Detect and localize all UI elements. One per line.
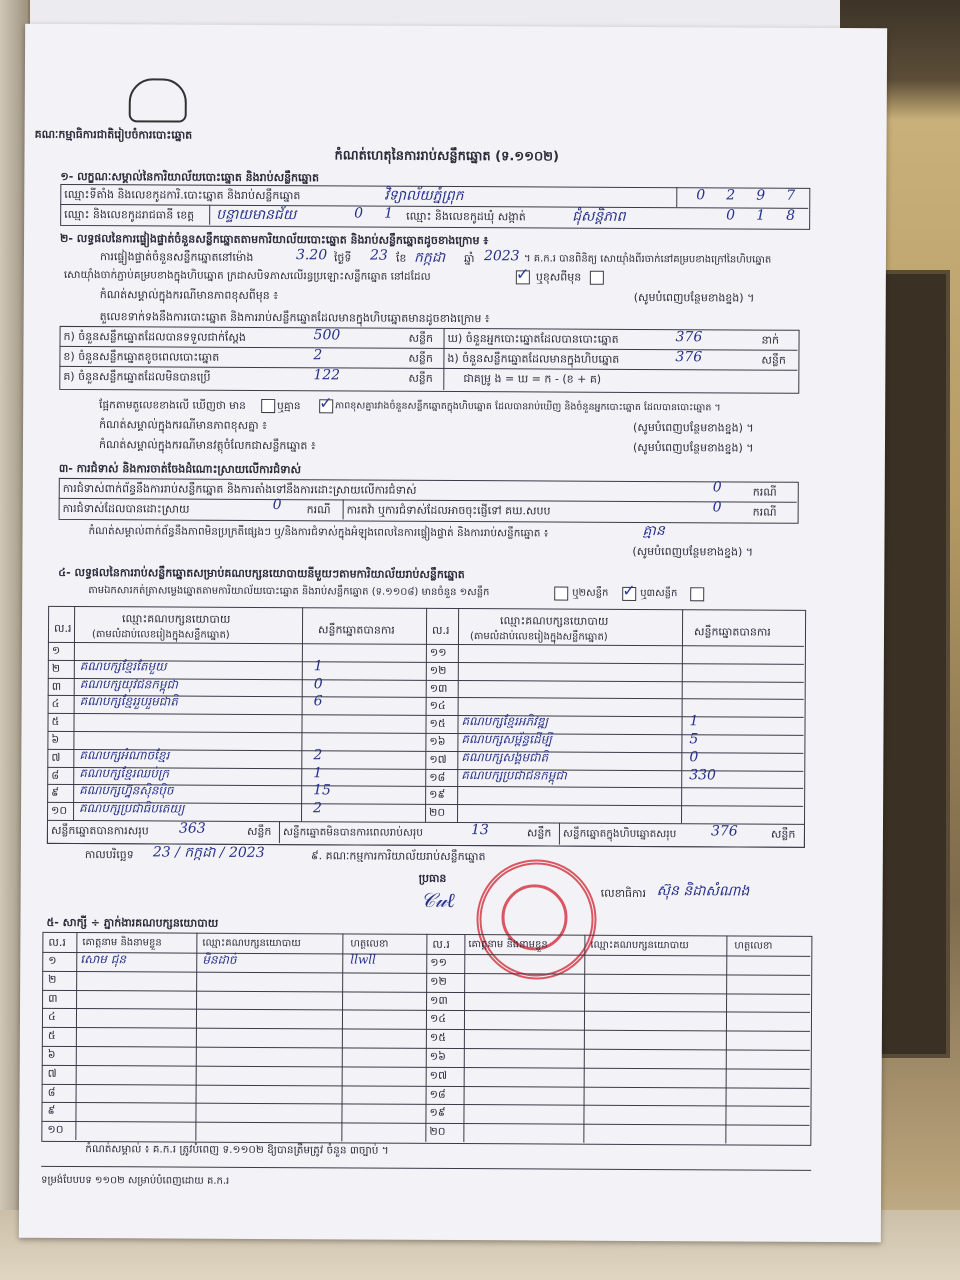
verify-day: 23 [369,247,388,264]
result-row-votes: 330 [689,766,717,783]
result-row-party: គណបក្សខ្មែររួបរួមជាតិ [79,694,178,709]
witness-row-number: ៨ [47,1085,56,1099]
result-row-number: ៨ [51,768,60,782]
result-row-number: ២០ [429,806,446,820]
province-code-1: 0 [354,205,364,222]
forwarded-value: 0 [712,499,722,516]
result-row-number: ៧ [51,750,61,764]
location-label: ឈ្មោះទីតាំង និងលេខកូដការិ.បោះឆ្នោត និងរាប់សន្លឹកឆ្នោត [64,187,301,203]
verify-time-label: ការផ្ទៀងផ្ទាត់ចំនួនសន្លឹកឆ្នោតនៅម៉ោង [99,250,254,264]
three-sheets-checkbox [690,587,704,601]
result-row-party: គណបក្សអំណាចខ្មែរ [79,747,170,763]
one-sheet-checkbox [554,587,568,601]
verify-year: 2023 [483,248,520,265]
location-value: វិទ្យាល័យភ្នំព្រុក [384,187,464,205]
result-row-votes: 15 [313,782,332,799]
committee-name: គណៈកម្មាធិការជាតិរៀបចំការបោះឆ្នោត [34,127,193,142]
location-code-3: 9 [756,187,766,204]
result-row-votes: 0 [689,749,699,766]
location-code-2: 2 [726,187,736,204]
section3-heading: ៣- ការជំទាស់ និងការចាត់ចែងដំណោះស្រាយលើការជំទាស់ [58,461,302,477]
witness-row-number: ១៨ [429,1087,446,1101]
witness-row-number: ៩ [47,1104,56,1118]
location-code-4: 7 [786,187,796,204]
witness-row-number: ១៧ [429,1068,448,1082]
witness-row-number: ១២ [430,974,447,988]
ballots-in-box-value: 376 [675,349,703,366]
witness-row-number: ៣ [48,991,58,1005]
check-mark-icon: ✓ [515,264,530,284]
location-code-1: 0 [696,187,706,204]
check-mark-icon: ✓ [622,580,636,600]
result-row-number: ១៦ [429,734,446,748]
result-row-party: គណបក្សហ្វ៊ុនស៊ិនប៉ិច [79,783,174,798]
result-row-number: ១០ [51,804,68,818]
received-label: ក) ចំនួនសន្លឹកឆ្នោតដែលបានទទួលជាក់ស្តែង [63,329,246,344]
result-row-votes: 1 [689,713,699,730]
result-row-votes: 2 [313,800,323,817]
footer-note: កំណត់សម្គាល់ ៖ គ.ក.រ ត្រូវបំពេញ ទ.១១០២ ឱ្យបានត្រឹមត្រូវ ចំនួន ៣ច្បាប់ ។ [85,1143,389,1157]
result-row-party: គណបក្សប្រជាធិបតេយ្យ [79,801,185,816]
chief-label: ប្រធាន [418,871,447,885]
result-row-party: គណបក្សខ្មែរអភិវឌ្ឍ [461,714,549,729]
witness-row-number: ១៦ [429,1049,446,1063]
result-row-number: ១១ [429,645,447,659]
resolved-value: 0 [272,497,282,514]
result-row-number: ១៣ [429,681,448,695]
witness-row-number: ៦ [47,1047,56,1061]
form-title: កំណត់ហេតុនៃការរាប់សន្លឹកឆ្នោត (ទ.១១០២) [334,148,560,165]
section1-heading: ១- លក្ខណៈសម្គាល់នៃការិយាល័យបោះឆ្នោត និងរាប់សន្លឹកឆ្នោត [60,169,320,185]
result-row-votes: 1 [313,658,323,675]
verify-month: កក្កដា [413,249,446,266]
section2-heading: ២- លទ្ធផលនៃការផ្ទៀងផ្ទាត់ចំនួនសន្លឹកឆ្នោតតាមការិយាល័យបោះឆ្នោត និងរាប់សន្លឹកឆ្នោតដូចខាងក្រោម ៖ [60,231,489,248]
witness-row-number: ២ [48,972,57,986]
has-discrepancy-checkbox [261,399,275,413]
total-invalid-value: 13 [470,822,489,839]
section4-heading: ៤- លទ្ធផលនៃការរាប់សន្លឹកឆ្នោតសម្រាប់គណបក្សនយោបាយនីមួយៗតាមការិយាល័យរាប់សន្លឹកឆ្នោត [58,565,465,582]
result-row-votes: 0 [313,675,323,692]
result-row-number: ១៥ [429,717,446,731]
witness-row-number: ២០ [429,1125,446,1139]
result-row-number: ២ [51,661,61,675]
result-row-votes: 2 [313,747,323,764]
commune-code-2: 1 [756,207,766,224]
result-row-number: ១៤ [429,699,446,713]
result-row-number: ៥ [51,715,60,729]
result-row-votes: 6 [313,693,323,710]
witness-row-number: ៥ [47,1029,56,1043]
commune-code-3: 8 [786,207,796,224]
unused-value: 122 [313,367,341,384]
emblem-icon [129,78,187,122]
province-value: បន្ទាយមានជ័យ [216,206,297,224]
witness-row-number: ១៣ [430,993,448,1007]
voters-label: ឃ) ចំនួនអ្នកបោះឆ្នោតដែលបានបោះឆ្នោត [447,331,619,346]
seal-check-line: សោយ៉ាំងចាក់ភ្ជាប់គម្របខាងក្នុងហិបឆ្នោត ក្រដាសបិទភាសលើរន្ធប្រឡោះសន្លឹកឆ្នោត នៅដដែល [63,268,431,283]
witness-row-number: ១៩ [429,1106,446,1120]
secretary-name: ស៊ុន និដាសំណាង [656,883,750,900]
result-row-votes: 1 [313,764,323,781]
result-row-number: ១៨ [429,770,446,784]
witness-row-number: ១០ [47,1123,64,1137]
province-code-2: 1 [384,205,394,222]
result-row-number: ៦ [51,732,60,746]
witness-row-number: ១៥ [429,1031,447,1045]
total-box-value: 376 [710,823,738,840]
received-value: 500 [313,327,341,344]
province-label: ឈ្មោះ និងលេខកូដរាជធានី ខេត្ត [64,207,195,222]
witness-row-signature: llwll [350,952,376,967]
result-row-number: ១២ [429,663,447,677]
check-mark-icon: ✓ [319,393,333,413]
result-row-number: ៩ [51,786,59,800]
section5-heading: ៥- សាក្សី ÷ ភ្នាក់ងារគណបក្សនយោបាយ [46,915,219,930]
result-row-party: គណបក្សខ្មែរឈប់ក្រ [79,765,170,781]
result-row-party: គណបក្សសម្ព័ន្ធដើម្បី [461,732,552,747]
irregularity-note: គ្មាន [642,522,665,540]
formula: ជាគម្រូ ង = ឃ = ក - (ខ + គ) [463,372,602,386]
changed-checkbox [590,271,604,285]
result-row-number: ៤ [51,697,60,711]
form-code: ទម្រង់បែបបទ ១១០២ សម្រាប់បំពេញដោយ គ.ក.រ [41,1174,230,1187]
signing-date: 23 / កក្កដា / 2023 [152,844,265,862]
result-row-party: គណបក្សប្រជាជនកម្ពុជា [461,767,567,783]
ballot-count-form: គណៈកម្មាធិការជាតិរៀបចំការបោះឆ្នោត កំណត់ហេតុនៃការរាប់សន្លឹកឆ្នោត (ទ.១១០២) ១- លក្ខណៈសម្គាល់នៃការិយាល័យបោះឆ្នោត និងរាប់សន្លឹកឆ្នោត ឈ្មោះទីតាំង និងលេខកូដការិ.បោះឆ្នោត និងរាប់សន្លឹកឆ្នោត វិទ្យាល័យភ្នំព្រុក 0 2 9 7 ឈ្មោះ និងលេខកូដរាជធានី ខេត្ត បន្ទាយមានជ័យ 0 1 ឈ្មោះ និងលេខកូដឃុំ សង្កាត់ ជុំសន្តិភាព 0 1 8 ២- លទ្ធផលនៃការផ្ទៀងផ្ទាត់ចំនួនសន្លឹកឆ្នោតតាមការិយាល័យបោះឆ្នោត និងរាប់សន្លឹកឆ្នោតដូចខាងក្រោម ៖ ការផ្ទៀងផ្ទាត់ចំនួនសន្លឹកឆ្នោតនៅម៉ោង 3.20 ថ្ងៃទី 23 ខែ កក្កដា ឆ្នាំ 2023 ។ គ.ក.រ បានពិនិត្យ សោយ៉ាំងពីរចាក់នៅគម្របខាងក្រៅនៃហិបឆ្នោត សោយ៉ាំងចាក់ភ្ជាប់គម្របខាងក្នុងហិបឆ្នោត ក្រដាសបិទភាសលើរន្ធប្រឡោះសន្លឹកឆ្នោត នៅដដែល ✓ ឬខុសពីមុន កំណត់សម្គាល់ក្នុងករណីមានភាពខុសពីមុន ៖ (សូមបំពេញបន្ថែមខាងខ្នង) ។ តួលេខទាក់ទងនឹងការបោះឆ្នោត និងការរាប់សន្លឹកឆ្នោតដែលមានក្នុងហិបឆ្នោតមានដូចខាងក្រោម ៖ ក) ចំនួនសន្លឹកឆ្នោតដែលបានទទួលជាក់ស្តែង 500 សន្លឹក ខ) ចំនួនសន្លឹកឆ្នោតខូចពេលបោះឆ្នោត 2 សន្លឹក គ) ចំនួនសន្លឹកឆ្នោតដែលមិនបានប្រើ 122 សន្លឹក ឃ) ចំនួនអ្នកបោះឆ្នោតដែលបានបោះឆ្នោត 376 នាក់ ង) ចំនួនសន្លឹកឆ្នោតដែលមានក្នុងហិបឆ្នោត 376 សន្លឹក ជាគម្រូ ង = ឃ = ក - (ខ + គ) ផ្អែកតាមតួលេខខាងលើ ឃើញថា មាន ឬគ្មាន ✓ ភាពខុសគ្នារវាងចំនួនសន្លឹកឆ្នោតក្នុងហិបឆ្នោត ដែលបានរាប់ឃើញ និងចំនួនអ្នកបោះឆ្នោត ដែលបានបោះឆ្នោត ។ កំណត់សម្គាល់ក្នុងករណីមានភាពខុសគ្នា ៖ (សូមបំពេញបន្ថែមខាងខ្នង) ។ កំណត់សម្គាល់ក្នុងករណីមានវត្ថុចំលែកជាសន្លឹកឆ្នោត ៖ (សូមបំពេញបន្ថែមខាងខ្នង) ។ ៣- ការជំទាស់ និងការចាត់ចែងដំណោះស្រាយលើការជំទាស់ ការជំទាស់ពាក់ព័ន្ធនឹងការរាប់សន្លឹកឆ្នោត និងការតាំងទៅនឹងការដោះស្រាយលើការជំទាស់ 0 ករណី ការជំទាស់ដែលបានដោះស្រាយ 0 ករណី ការតវ៉ា ឬការជំទាស់ដែលអាចចុះផ្ញើទៅ គឃ.សបប 0 ករណី កំណត់សម្គាល់ពាក់ព័ន្ធនឹងភាពមិនប្រក្រតីផ្សេងៗ ឬ/និងការជំទាស់ក្នុងអំឡុងពេលនៃការផ្ទៀងផ្ទាត់ និងការរាប់សន្លឹកឆ្នោត ៖ គ្មាន (សូមបំពេញបន្ថែមខាងខ្នង) ។ ៤- លទ្ធផលនៃការរាប់សន្លឹកឆ្នោតសម្រាប់គណបក្សនយោបាយនីមួយៗតាមការិយាល័យរាប់សន្លឹកឆ្នោត តាមឯកសារកត់ត្រាសម្លេងឆ្នោតតាមការិយាល័យបោះឆ្នោត និងរាប់សន្លឹកឆ្នោត (ទ.១១០៨) មានចំនួន ១សន្លឹក ឬ២សន្លឹក ✓ ឬ៣សន្លឹក ល.រ ឈ្មោះគណបក្សនយោបាយ (តាមលំដាប់លេខរៀងក្នុងសន្លឹកឆ្នោត) សន្លឹកឆ្នោតបានការ ល.រ ឈ្មោះគណបក្សនយោបាយ (តាមលំដាប់លេខរៀងក្នុងសន្លឹកឆ្នោត) សន្លឹកឆ្នោតបានការ សន្លឹកឆ្នោតបានការសរុប 363 សន្លឹក សន្លឹកឆ្នោតមិនបានការពេលរាប់សរុប 13 សន្លឹក សន្លឹកឆ្នោតក្នុងហិបឆ្នោតសរុប 376 សន្លឹក កាលបរិច្ឆេទ 23 / កក្កដា / 2023 ៩. គណៈកម្មការការិយាល័យរាប់សន្លឹកឆ្នោត ប្រធាន 𝒞𝓊ℓ លេខាធិការ ស៊ុន និដាសំណាង ៥- សាក្សី ÷ ភ្នាក់ងារគណបក្សនយោបាយ ល.រ គោត្តនាម និងនាមខ្លួន ឈ្មោះគណបក្សនយោបាយ ហត្ថលេខា ល.រ គោត្តនាម និងនាមខ្លួន ឈ្មោះគណបក្សនយោបាយ ហត្ថលេខា កំណត់សម្គាល់ ៖ គ.ក.រ ត្រូវបំពេញ ទ.១១០២ ឱ្យបានត្រឹមត្រូវ ចំនួន ៣ច្បាប់ ។ ទម្រង់បែបបទ ១១០២ សម្រាប់បំពេញដោយ គ.ក.រ ១ ២ គណបក្សខ្មែរតែមួយ 1 ៣ គណបក្សយុវជនកម្ពុជា 0 ៤ គណបក្សខ្មែររួបរួមជាតិ 6 ៥ ៦ ៧ គណបក្សអំណាចខ្មែរ 2 ៨ គណបក្សខ្មែរឈប់ក្រ 1 ៩ គណបក្សហ្វ៊ុនស៊ិនប៉ិច 15 ១០ គណបក្សប្រជាធិបតេយ្យ 2 ១១ ១២ ១៣ ១៤ ១៥ គណបក្សខ្មែរអភិវឌ្ឍ 1 ១៦ គណបក្សសម្ព័ន្ធដើម្បី 5 ១៧ គណបក្សសង្គមជាតិ 0 ១៨ គណបក្សប្រជាជនកម្ពុជា 330 ១៩ ២០ ១ សោម ជុន មិនដាច់ llwll ១១ ២ ១២ ៣ ១៣ ៤ ១៤ ៥ ១៥ ៦ ១៦ ៧ ១៧ ៨ ១៨ ៩ ១៩ ១០ ២០ [19,24,887,1242]
witness-row-number: ៤ [47,1010,56,1024]
objections-value: 0 [712,479,722,496]
commune-code-1: 0 [726,207,736,224]
result-row-party: គណបក្សខ្មែរតែមួយ [79,658,167,674]
commune-value: ជុំសន្តិភាព [572,208,626,225]
result-row-number: ១៩ [429,788,446,802]
witness-row-number: ១ [48,953,57,967]
witness-row-number: ១១ [430,955,447,969]
unused-label: គ) ចំនួនសន្លឹកឆ្នោតដែលមិនបានប្រើ [63,369,211,384]
voters-value: 376 [675,329,703,346]
result-row-number: ១ [51,643,61,657]
witness-row-number: ៧ [47,1066,57,1080]
result-row-party: គណបក្សយុវជនកម្ពុជា [79,676,178,692]
spoiled-value: 2 [313,347,323,364]
ballots-in-box-label: ង) ចំនួនសន្លឹកឆ្នោតដែលមានក្នុងហិបឆ្នោត [447,351,620,366]
witness-row-name: សោម ជុន [80,952,127,967]
total-valid-value: 363 [178,820,206,837]
result-row-votes: 5 [689,731,699,748]
result-row-party: គណបក្សសង្គមជាតិ [461,749,549,765]
result-row-number: ៣ [51,679,62,693]
spoiled-label: ខ) ចំនួនសន្លឹកឆ្នោតខូចពេលបោះឆ្នោត [63,349,220,364]
result-row-number: ១៧ [429,752,447,766]
commune-label: ឈ្មោះ និងលេខកូដឃុំ សង្កាត់ [406,209,526,224]
witness-row-number: ១៤ [429,1012,447,1026]
witness-row-party: មិនដាច់ [202,952,237,967]
chief-signature: 𝒞𝓊ℓ [420,887,455,913]
verify-time: 3.20 [295,247,328,264]
